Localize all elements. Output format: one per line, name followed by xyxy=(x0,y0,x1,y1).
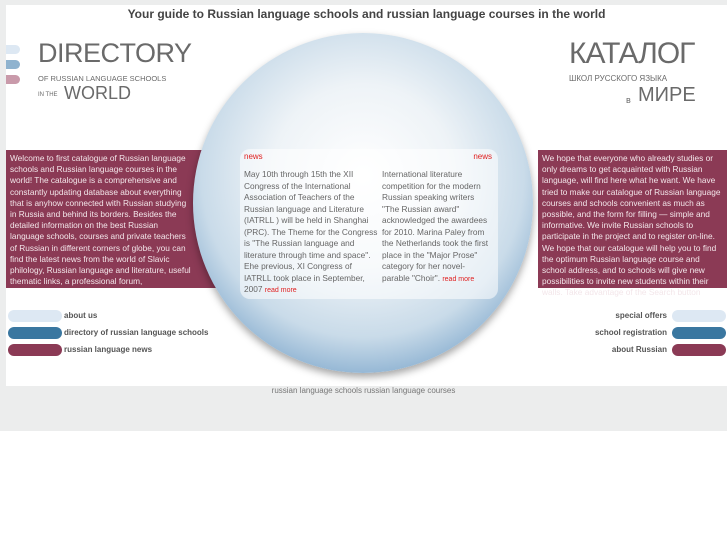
news-text: May 10th through 15th the XII Congress of the International Association of Teachers of the Russian language and Literature (IATRLL ) will be held in Shanghai (PRC). The Theme for the Congress is "The Russian language and literature through time and space". Ehe previous, XI Congress of IATRLL took place in September, 2007 xyxy=(244,169,378,294)
tab-burgundy xyxy=(6,75,20,84)
nav-about-russian[interactable]: about Russian xyxy=(611,345,667,354)
logo-world: WORLD xyxy=(64,83,131,103)
tab-light xyxy=(6,45,20,54)
news-item-1 xyxy=(244,151,380,297)
read-more-link[interactable]: read more xyxy=(442,275,475,283)
nav-special-offers[interactable]: special offers xyxy=(615,311,667,320)
logo-directory: DIRECTORY xyxy=(38,38,192,68)
intro-right: We hope that everyone who already studies or only dreams to get acquainted with Russian language, will find here what he want. We have tried to make our catalogue of Russian language courses and schools convenient as much as possible, and the form for filling — simple and informative. We invite Russian schools to participate in the project and to register on-line. We hope that our catalogue will help you to find the optimum Russian language course and school address, and to schools will give new possibilities to invite new students within their walls. Take advantage of the Search button xyxy=(538,150,727,288)
logo-v: в xyxy=(626,95,631,105)
intro-left: Welcome to first catalogue of Russian language schools and Russian language courses in the world! The catalogue is a comprehensive and constantly updating database about everything that is anyhow connected with Russian studying in Russia and behind its borders. Besides the detailed information on the best Russian language schools, courses and private teachers of Russian in different corners of globe, you can find the latest news from the world of Slavic philology, Russian language and literature, useful thematic links, a professional forum, xyxy=(10,153,191,287)
logo-in-the: IN THE xyxy=(38,92,58,98)
main-panel xyxy=(6,5,727,386)
logo-subtitle: OF RUSSIAN LANGUAGE SCHOOLS xyxy=(38,74,167,83)
nav-news[interactable]: russian language news xyxy=(64,345,153,354)
nav-directory[interactable]: directory of russian language schools xyxy=(64,328,209,337)
news-label: news xyxy=(473,152,492,161)
news-label: news xyxy=(244,152,263,161)
logo-mire: МИРЕ xyxy=(638,84,696,106)
page-title: Your guide to Russian language schools and russian language courses in the world xyxy=(127,7,606,21)
news-text: International literature competition for the modern Russian speaking writers "The Russian award" acknowledged the awardees for 2010. Marina Paley from the Netherlands took the first place in the "Major Prose" category for her novel-parable "Choir". xyxy=(382,169,489,283)
read-more-link[interactable]: read more xyxy=(264,287,297,294)
news-item-2 xyxy=(382,151,492,285)
logo-ru-subtitle: ШКОЛ РУССКОГО ЯЗЫКА xyxy=(569,74,668,83)
nav-about-us[interactable]: about us xyxy=(64,311,98,320)
nav-school-registration[interactable]: school registration xyxy=(594,328,667,337)
tab-blue xyxy=(6,60,20,69)
logo-katalog: КАТАЛОГ xyxy=(569,37,695,70)
footer-links[interactable]: russian language schools russian language courses xyxy=(271,386,456,395)
